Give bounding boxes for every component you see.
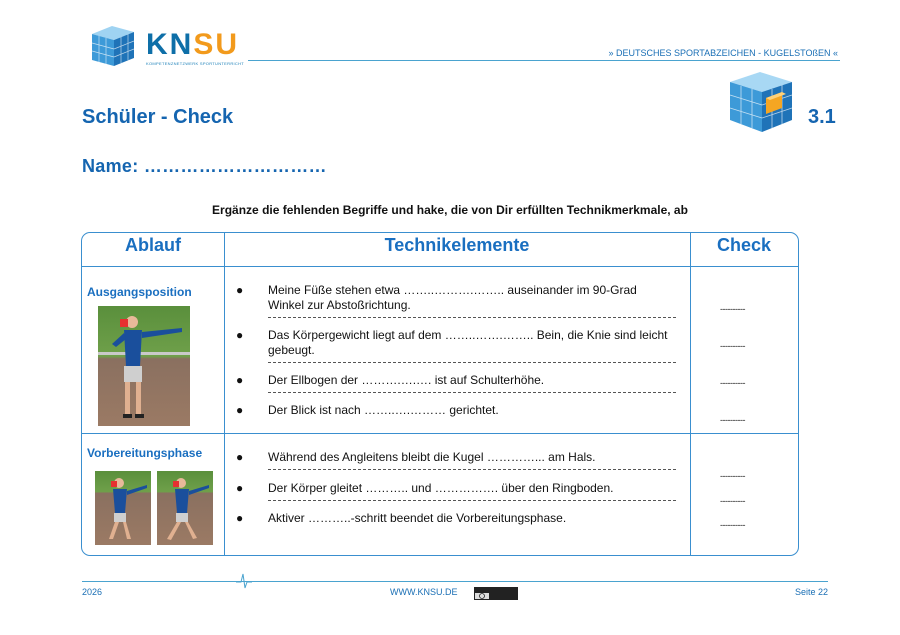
phase-label: Ausgangsposition [87, 285, 192, 299]
phase-label: Vorbereitungsphase [87, 446, 203, 460]
bullet-icon: ● [236, 328, 244, 342]
column-header-ablauf: Ablauf [125, 235, 181, 255]
bullet-icon: ● [236, 481, 244, 495]
dashed-separator [268, 392, 676, 393]
name-field-label: Name: ………………………… [82, 156, 327, 176]
technique-item: Der Ellbogen der ……….….…. ist auf Schulterhöhe. [268, 373, 545, 387]
breadcrumb: » DEUTSCHES SPORTABZEICHEN - KUGELSTOßEN « [608, 48, 838, 58]
creative-commons-license-icon [474, 587, 518, 595]
logo-subtitle: KOMPETENZNETZWERK SPORTUNTERRICHT [146, 61, 245, 66]
technique-item: Während des Angleitens bleibt die Kugel …………... am Hals. [268, 450, 596, 464]
footer-year: 2026 [82, 587, 103, 597]
technique-item: Das Körpergewicht liegt auf dem ……..…….…….. Bein, die Knie sind leicht gebeugt. [268, 328, 668, 357]
bullet-icon: ● [236, 450, 244, 464]
athlete-start-position-photo [98, 306, 190, 426]
instruction-text: Ergänze die fehlenden Begriffe und hake, die von Dir erfüllten Technikmerkmale, ab [212, 203, 688, 217]
column-divider [224, 233, 225, 555]
athlete-glide-photo-1 [95, 471, 151, 545]
bullet-icon: ● [236, 373, 244, 387]
technique-item: Der Körper gleitet ……….. und ……………. über den Ringboden. [268, 481, 614, 495]
page-title: Schüler - Check [82, 106, 234, 128]
check-field[interactable]: ---------- [720, 378, 745, 388]
bullet-icon: ● [236, 511, 244, 525]
check-field[interactable]: ---------- [720, 471, 745, 481]
dashed-separator [268, 317, 676, 318]
column-header-technikelemente: Technikelemente [384, 235, 530, 255]
bullet-icon: ● [236, 403, 244, 417]
check-field[interactable]: ---------- [720, 341, 745, 351]
knsu-logo-text: KNSU [146, 28, 240, 61]
footer-divider [82, 581, 828, 582]
dashed-separator [268, 469, 676, 470]
footer-page-number: Seite 22 [794, 587, 828, 597]
technique-item: Aktiver ………..-schritt beendet die Vorbereitungsphase. [268, 511, 567, 525]
header-divider [248, 60, 840, 61]
technique-item: Meine Füße stehen etwa ……..……….…….. auseinander im 90-Grad Winkel zur Abstoßrichtung. [268, 283, 637, 312]
check-field[interactable]: ---------- [720, 304, 745, 314]
dashed-separator [268, 500, 676, 501]
bullet-icon: ● [236, 283, 244, 297]
chapter-cube-icon [726, 68, 796, 134]
header-row-divider [82, 266, 798, 267]
knsu-logo-cube-icon [88, 20, 138, 70]
check-field[interactable]: ---------- [720, 520, 745, 530]
chapter-number: 3.1 [808, 106, 836, 128]
check-field[interactable]: ---------- [720, 496, 745, 506]
technique-check-table [81, 232, 799, 556]
athlete-glide-photo-2 [157, 471, 213, 545]
dashed-separator [268, 362, 676, 363]
technique-item: Der Blick ist nach ……..….……… gerichtet. [268, 403, 499, 417]
pulse-line-icon [236, 572, 252, 595]
check-field[interactable]: ---------- [720, 415, 745, 425]
footer-website-link[interactable]: WWW.KNSU.DE [390, 587, 458, 597]
column-divider [690, 233, 691, 555]
column-header-check: Check [716, 235, 772, 255]
section-divider [82, 433, 798, 434]
